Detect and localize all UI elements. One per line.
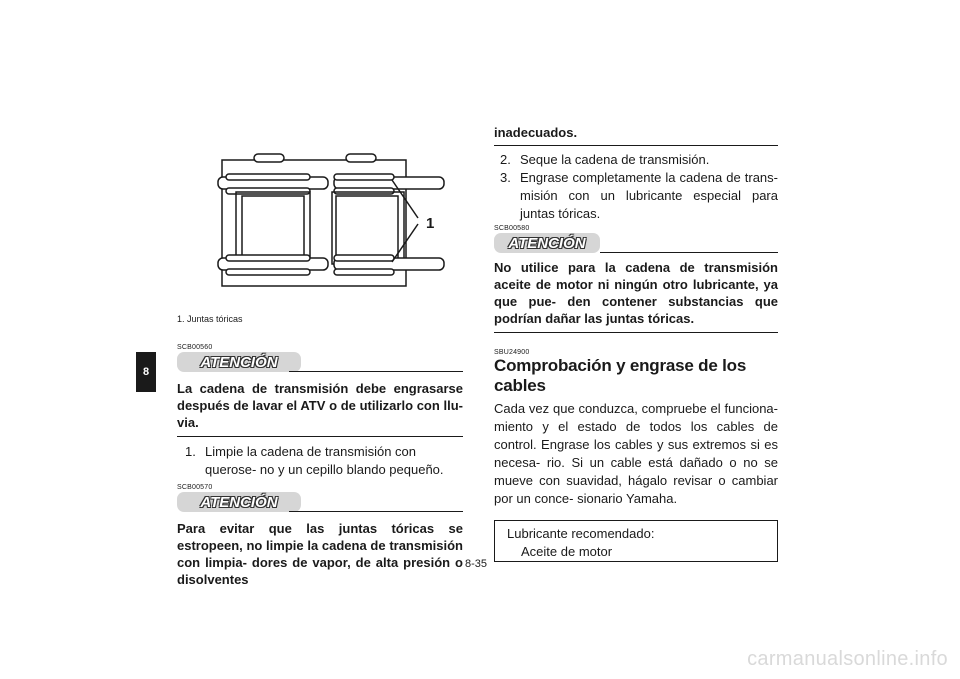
attention-badge: ATENCIÓN	[494, 233, 600, 253]
step-number: 2.	[500, 152, 511, 167]
divider	[177, 436, 463, 437]
attention-header	[494, 233, 778, 255]
step-number: 1.	[185, 444, 196, 459]
step-text: Seque la cadena de transmisión.	[520, 152, 710, 167]
step-number: 3.	[500, 170, 511, 185]
watermark: carmanualsonline.info	[747, 648, 948, 670]
chain-figure	[216, 150, 446, 298]
attention-badge: ATENCIÓN	[177, 352, 301, 372]
attention-badge: ATENCIÓN	[177, 492, 301, 512]
divider	[600, 252, 778, 253]
section-title: Comprobación y engrase de los cables	[494, 356, 747, 395]
section-body: Cada vez que conduzca, compruebe el funciona- miento y el estado de todos los cables de control. Engrase los cables y sus extremos si es necesa- rio. Si un cable está dañado o no se mueve con suavidad, hágalo revisar o cambiar por un conce- sionario Yamaha.	[494, 401, 778, 506]
step-text: Engrase completamente la cadena de trans- misión con un lubricante especial para juntas tóricas.	[520, 170, 778, 221]
attention-header	[177, 492, 463, 514]
notice-code: SCB00560	[177, 344, 213, 351]
divider	[289, 371, 463, 372]
notice-code: SCB00580	[494, 225, 530, 232]
attention-text: No utilice para la cadena de transmisión aceite de motor ni ningún otro lubricante, ya que pue- den contener substancias que podrían dañar las juntas tóricas.	[494, 260, 778, 326]
lubricant-label: Lubricante recomendado:	[507, 526, 655, 541]
section-code: SBU24900	[494, 349, 530, 356]
right-column	[494, 124, 778, 562]
list-item	[494, 151, 778, 169]
lubricant-box	[494, 520, 778, 562]
notice-code: SCB00570	[177, 484, 213, 491]
lubricant-value: Aceite de motor	[521, 544, 613, 559]
list-item	[177, 443, 463, 479]
left-column	[177, 344, 463, 588]
attention-text: Para evitar que las juntas tóricas se estropeen, no limpie la cadena de transmisión con limpia- dores de vapor, de alta presión o disolventes	[177, 521, 463, 587]
divider	[494, 332, 778, 333]
attention-header	[177, 352, 463, 374]
step-text: Limpie la cadena de transmisión con querose- no y un cepillo blando pequeño.	[205, 444, 444, 477]
list-item	[494, 169, 778, 223]
attention-text: La cadena de transmisión debe engrasarse después de lavar el ATV o de utilizarlo con llu- via.	[177, 381, 463, 430]
figure-caption: 1. Juntas tóricas	[177, 314, 243, 324]
divider	[494, 145, 778, 146]
page-number: 8-35	[465, 558, 488, 570]
continued-text: inadecuados.	[494, 125, 578, 140]
callout-number: 1	[426, 215, 435, 232]
divider	[289, 511, 463, 512]
section-tab: 8	[136, 352, 156, 392]
drive-chain-diagram	[216, 150, 446, 298]
